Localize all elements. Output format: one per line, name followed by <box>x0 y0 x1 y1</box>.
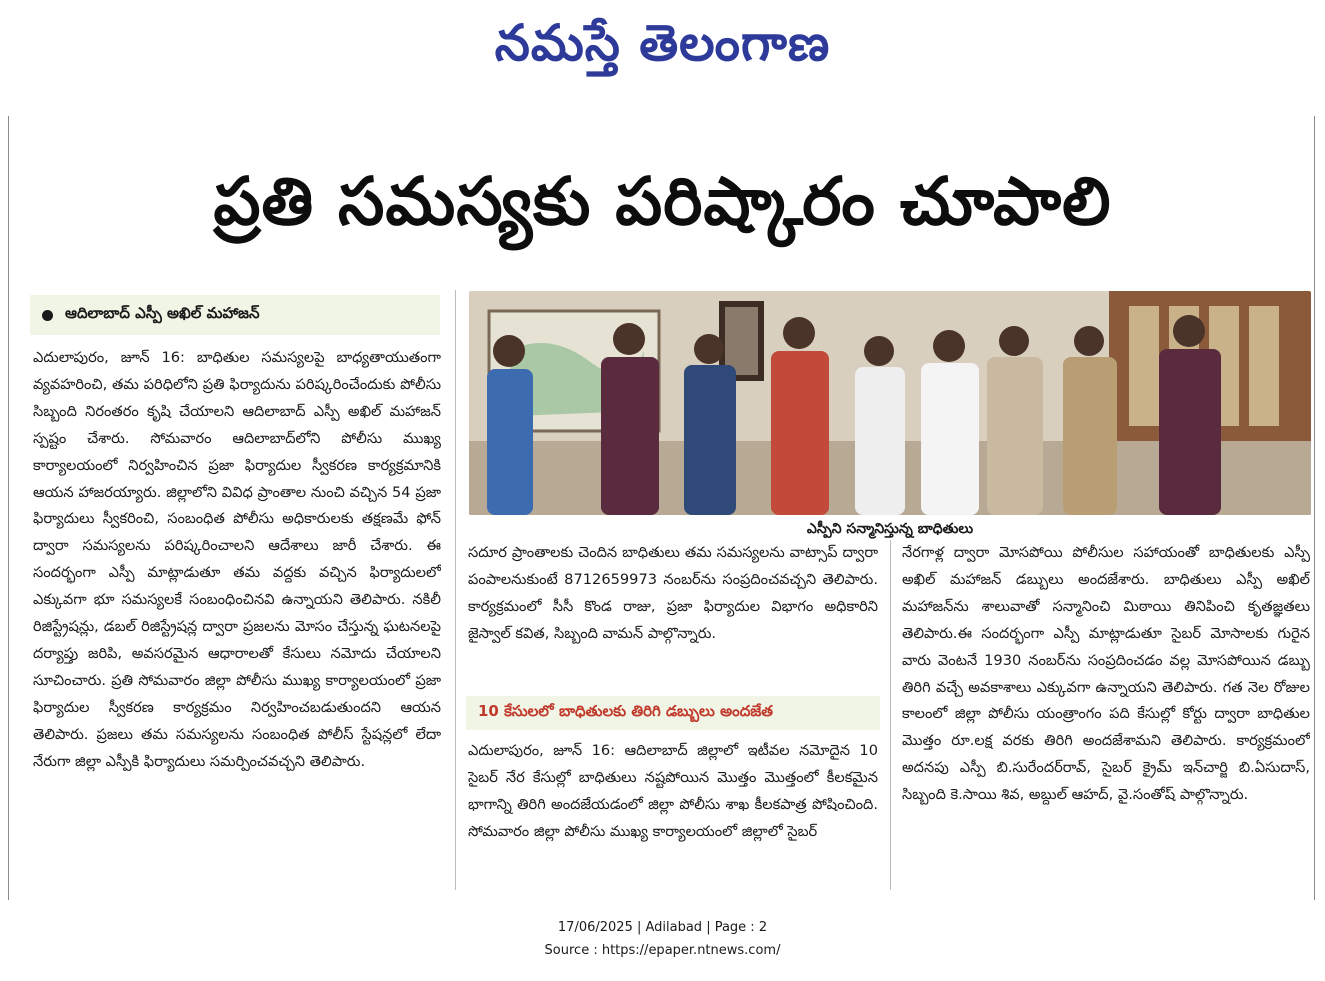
article-column-2 <box>468 540 878 695</box>
article-paragraph: సదూర ప్రాంతాలకు చెందిన బాధితులు తమ సమస్యలను వాట్సాప్ ద్వారా పంపాలనుకుంటే 8712659973 నంబర్‌ను సంప్రదించవచ్చని తెలిపారు. కార్యక్రమంలో సీసీ కొండ రాజు, ప్రజా ఫిర్యాదుల విభాగం అధికారిని జైస్వాల్ కవిత, సిబ్బంది వామన్ పాల్గొన్నారు. <box>468 544 878 642</box>
sidebar-subhead: 10 కేసులలో బాధితులకు తిరిగి డబ్బులు అందజేత <box>466 696 880 730</box>
column-divider <box>890 540 891 890</box>
photo-caption: ఎస్పీని సన్మానిస్తున్న బాధితులు <box>806 521 974 537</box>
bullet-icon <box>42 310 53 321</box>
byline-box <box>30 295 440 335</box>
footer-date-edition: 17/06/2025 | Adilabad | Page : 2 <box>557 920 768 935</box>
sidebar-column-2 <box>468 738 878 888</box>
column-divider <box>455 290 456 890</box>
news-photo <box>469 291 1311 515</box>
sidebar-paragraph: నేరగాళ్ల ద్వారా మోసపోయి పోలీసుల సహాయంతో బాధితులకు ఎస్పీ అఖిల్ మహాజన్ డబ్బులు అందజేశారు. బాధితులు ఎస్పీ అఖిల్ మహాజన్‌ను శాలువాతో సన్మానించి మిఠాయి తినిపించి కృతజ్ఞతలు తెలిపారు.ఈ సందర్భంగా ఎస్పీ మాట్లాడుతూ సైబర్ మోసాలకు గురైన వారు వెంటనే 1930 నంబర్‌ను సంప్రదించడం వల్ల మోసపోయిన డబ్బు తిరిగి వచ్చే అవకాశాలు ఎక్కువగా ఉన్నాయని తెలిపారు. గత నెల రోజుల కాలంలో జిల్లా పోలీసు యంత్రాంగం పది కేసుల్లో కోర్టు ద్వారా బాధితుల మొత్తం రూ.లక్ష వరకు తిరిగి అందజేశామని తెలిపారు. కార్యక్రమంలో అదనపు ఎస్పీ బి.సురేందర్‌రావ్, సైబర్ క్రైమ్ ఇన్‌చార్జి బి.ఏసుదాస్, సిబ్బంది కె.సాయి శివ, అబ్దుల్ ఆహద్, వై.సంతోష్ పాల్గొన్నారు. <box>902 544 1310 804</box>
sidebar-column-3 <box>902 540 1310 890</box>
article-paragraph: ఎదులాపురం, జూన్ 16: బాధితుల సమస్యలపై బాధ్యతాయుతంగా వ్యవహరించి, తమ పరిధిలోని ప్రతి ఫిర్యాదును పరిష్కరించేందుకు పోలీసు సిబ్బంది నిరంతరం కృషి చేయాలని ఆదిలాబాద్ ఎస్పీ అఖిల్ మహాజన్ స్పష్టం చేశారు. సోమవారం ఆదిలాబాద్‌లోని పోలీసు ముఖ్య కార్యాలయంలో నిర్వహించిన ప్రజా ఫిర్యాదుల స్వీకరణ కార్యక్రమానికి ఆయన హాజరయ్యారు. జిల్లాలోని వివిధ ప్రాంతాల నుంచి వచ్చిన 54 ప్రజా ఫిర్యాదులు స్వీకరించి, సంబంధిత పోలీసు అధికారులకు తక్షణమే ఫోన్ ద్వారా సమస్యలను పరిష్కరించాలని ఆదేశాలు జారీ చేశారు. ఈ సందర్భంగా ఎస్పీ మాట్లాడుతూ తమ వద్దకు వచ్చిన ఫిర్యాదులలో ఎక్కువగా భూ సమస్యలకే సంబంధించినవి ఉన్నాయని తెలిపారు. నకిలీ రిజిస్ట్రేషన్లు, డబల్ రిజిస్ట్రేషన్ల ద్వారా ప్రజలను మోసం చేస్తున్న ఘటనలపై దర్యాప్తు జరిపి, అవసరమైన ఆధారాలతో కేసులు నమోదు చేయాలని సూచించారు. ప్రతి సోమవారం జిల్లా పోలీసు ముఖ్య కార్యాలయంలో ప్రజా ఫిర్యాదుల స్వీకరణ కార్యక్రమం నిర్వహించబడుతుందని ఆయన తెలిపారు. ప్రజలు తమ సమస్యలను సంబంధిత పోలీస్ స్టేషన్లలో లేదా నేరుగా జిల్లా ఎస్పీకి ఫిర్యాదులు సమర్పించవచ్చని తెలిపారు. <box>33 349 441 770</box>
article-column-1 <box>33 345 441 890</box>
sidebar-paragraph: ఎదులాపురం, జూన్ 16: ఆదిలాబాద్ జిల్లాలో ఇటీవల నమోదైన 10 సైబర్ నేర కేసుల్లో బాధితులు నష్టపోయిన మొత్తం మొత్తంలో కీలకమైన భాగాన్ని తిరిగి అందజేయడంలో జిల్లా పోలీసు శాఖ కీలకపాత్ర పోషించింది. సోమవారం జిల్లా పోలీసు ముఖ్య కార్యాలయంలో జిల్లాలో సైబర్ <box>468 742 878 840</box>
byline-text: ఆదిలాబాద్ ఎస్పీ అఖిల్ మహాజన్ <box>65 304 260 322</box>
masthead-logo: నమస్తే తెలంగాణ <box>494 13 831 72</box>
article-headline: ప్రతి సమస్యకు పరిష్కారం చూపాలి <box>213 163 1112 240</box>
footer-source-link[interactable]: Source : https://epaper.ntnews.com/ <box>544 943 781 958</box>
